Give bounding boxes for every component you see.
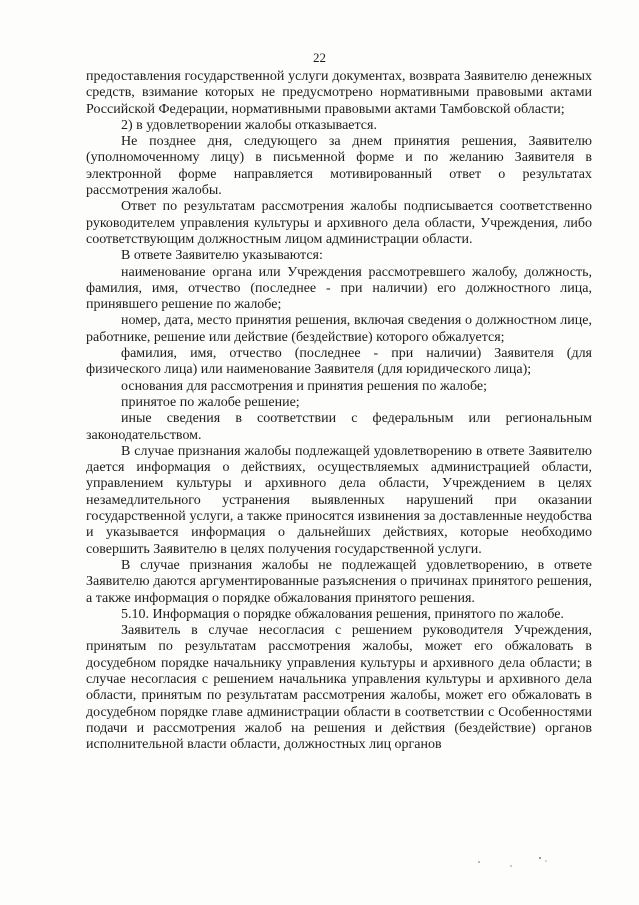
section-heading: 5.10. Информация о порядке обжалования решения, принятого по жалобе. xyxy=(121,606,564,622)
paragraph: Не позднее дня, следующего за днем принятия решения, Заявителю (уполномоченному лицу) в письменной форме и по желанию Заявителя в электронной форме направляется мотивированный ответ о результатах рассмотрения жалобы. xyxy=(86,134,592,199)
list-item: принятое по жалобе решение; xyxy=(121,394,300,410)
paragraph: Заявитель в случае несогласия с решением руководителя Учреждения, принятым по результатам рассмотрения жалобы, может его обжаловать в досудебном порядке начальнику управления культуры и архивного дела области; в случае несогласия с решением начальника управления культуры и архивного дела области, принятым по результатам рассмотрения жалобы, может его обжаловать в досудебном порядке главе администрации области в соответствии с Особенностями подачи и рассмотрения жалоб на решения и действия (бездействие) органов исполнительной власти области, должностных лиц органов xyxy=(86,623,592,753)
paragraph: предоставления государственной услуги документах, возврата Заявителю денежных средств, взимание которых не предусмотрено нормативными правовыми актами Российской Федерации, нормативными правовыми актами Тамбовской области; xyxy=(86,69,592,117)
paragraph: В случае признания жалобы не подлежащей удовлетворению, в ответе Заявителю даются аргументированные разъяснения о причинах принятого решения, а также информация о порядке обжалования принятого решения. xyxy=(86,557,592,606)
list-item: номер, дата, место принятия решения, включая сведения о должностном лице, работнике, решение или действие (бездействие) которого обжалуется; xyxy=(86,313,592,345)
paragraph: В случае признания жалобы подлежащей удовлетворению в ответе Заявителю дается информация о действиях, осуществляемых администрацией области, управлением культуры и архивного дела области, Учреждением в целях незамедлительного устранения выявленных нарушений при оказании государственной услуги, а также приносятся извинения за доставленные неудобства и указывается информация о дальнейших действиях, которые необходимо совершить Заявителю в целях получения государственной услуги. xyxy=(86,443,592,557)
page-number: 22 xyxy=(313,50,326,65)
list-item: наименование органа или Учреждения рассмотревшего жалобу, должность, фамилия, имя, отчество (последнее - при наличии) его должностного лица, принявшего решение по жалобе; xyxy=(86,264,592,313)
paragraph: 2) в удовлетворении жалобы отказывается. xyxy=(121,117,377,133)
list-item: фамилия, имя, отчество (последнее - при наличии) Заявителя (для физического лица) или наименование Заявителя (для юридического лица); xyxy=(86,346,592,378)
list-item: основания для рассмотрения и принятия решения по жалобе; xyxy=(121,378,488,394)
list-item: иные сведения в соответствии с федеральным или региональным законодательством. xyxy=(86,411,592,443)
document-body xyxy=(86,69,592,753)
paragraph: В ответе Заявителю указываются: xyxy=(121,248,323,264)
paragraph: Ответ по результатам рассмотрения жалобы подписывается соответственно руководителем управления культуры и архивного дела области, Учреждения, либо соответствующим должностным лицом администрации области. xyxy=(86,199,592,247)
